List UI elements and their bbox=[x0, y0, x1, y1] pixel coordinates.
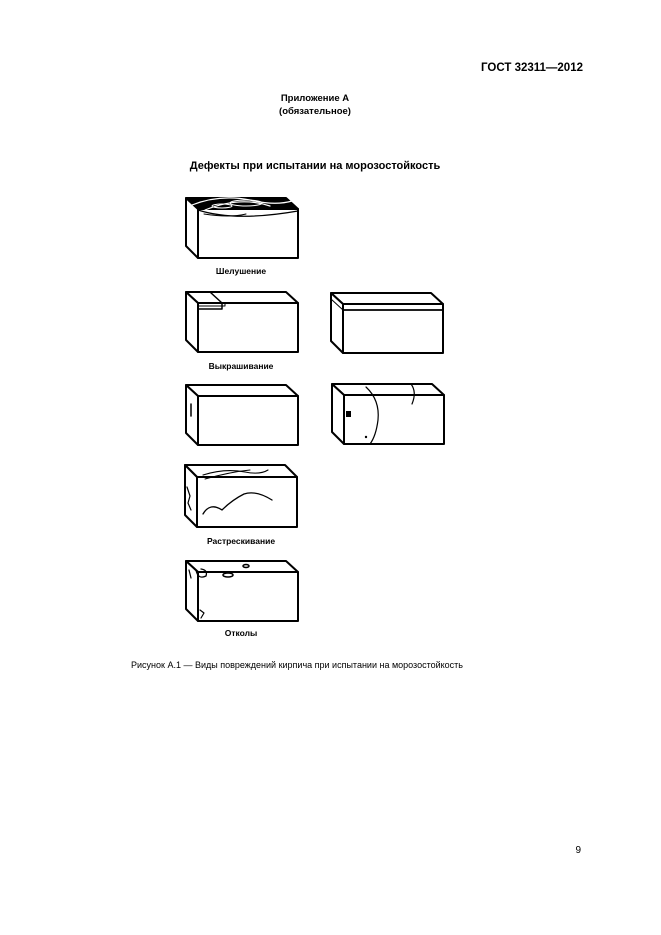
brick-crumbling-left bbox=[186, 292, 298, 352]
label-cracking: Растрескивание bbox=[206, 536, 276, 546]
brick-crack-left bbox=[186, 385, 298, 445]
brick-cracking bbox=[185, 465, 297, 527]
brick-crumbling-right bbox=[331, 293, 443, 353]
appendix-status: (обязательное) bbox=[279, 106, 351, 117]
brick-chipping bbox=[186, 561, 298, 621]
brick-peeling bbox=[186, 198, 298, 258]
label-crumbling: Выкрашивание bbox=[208, 361, 274, 371]
appendix-title: Приложение А bbox=[280, 93, 350, 104]
label-peeling: Шелушение bbox=[215, 266, 267, 276]
section-title: Дефекты при испытании на морозостойкость bbox=[189, 160, 441, 172]
figure-caption: Рисунок А.1 — Виды повреждений кирпича при испытании на морозостойкость bbox=[131, 660, 463, 670]
standard-number: ГОСТ 32311—2012 bbox=[481, 62, 583, 74]
brick-crack-right bbox=[332, 384, 444, 444]
label-chipping: Отколы bbox=[224, 628, 258, 638]
page-number: 9 bbox=[575, 845, 581, 856]
